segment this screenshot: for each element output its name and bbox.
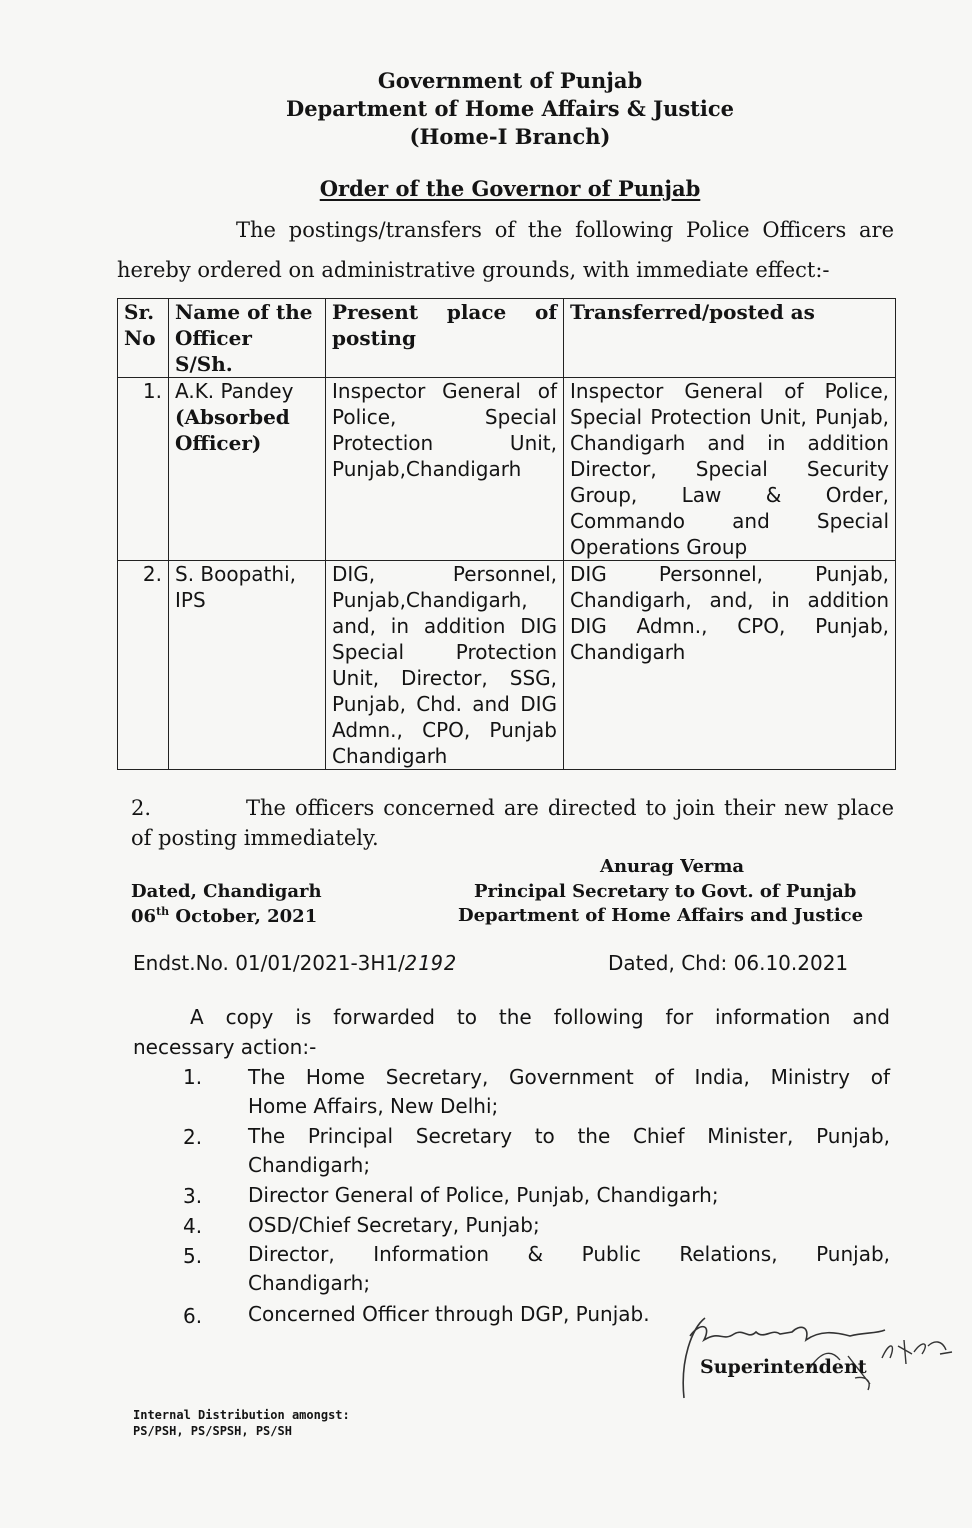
dated-suffix: th — [156, 905, 170, 918]
copy-intro-line-1: A copy is forwarded to the following for information and — [190, 1005, 890, 1029]
list-item — [248, 1063, 890, 1121]
header-department: Department of Home Affairs & Justice — [285, 96, 734, 121]
copy-item-1-number: 1. — [183, 1065, 203, 1089]
copy-intro-line-2: necessary action:- — [133, 1035, 317, 1059]
copy-item-4-number: 4. — [183, 1214, 203, 1238]
intro-line-1: The postings/transfers of the following Police Officers are — [236, 218, 894, 242]
copy-item-6-text: Concerned Officer through DGP, Punjab. — [248, 1302, 650, 1326]
internal-distribution-list: PS/PSH, PS/SPSH, PS/SH — [133, 1424, 292, 1438]
endorsement-handwritten-number: 2192 — [404, 951, 458, 975]
copy-item-2-line-1: The Principal Secretary to the Chief Minister, Punjab, — [248, 1124, 890, 1148]
header-government: Government of Punjab — [377, 68, 643, 93]
para-2-number: 2. — [131, 796, 152, 820]
header-present-posting: Present place of posting — [326, 299, 564, 378]
order-title-wrap — [0, 176, 972, 201]
row-1-present: Inspector General of Police, Special Protection Unit, Punjab,Chandigarh — [326, 378, 564, 561]
row-1-sr: 1. — [118, 378, 169, 561]
header-name-line1: Name of the — [175, 300, 313, 324]
copy-item-1-line-2: Home Affairs, New Delhi; — [248, 1094, 499, 1118]
dated-place: Dated, Chandigarh — [131, 881, 322, 902]
signatory-name: Anurag Verma — [600, 856, 745, 877]
copy-item-5-line-1: Director, Information & Public Relations, Punjab, — [248, 1242, 890, 1266]
row-1-officer-name: A.K. Pandey — [175, 379, 294, 403]
signatory-designation: Principal Secretary to Govt. of Punjab — [474, 881, 857, 902]
copy-item-2-number: 2. — [183, 1125, 203, 1149]
row-1-transferred: Inspector General of Police, Special Protection Unit, Punjab, Chandigarh and in addition Director, Special Security Group, Law & Order, Commando and Special Operations Group — [564, 378, 896, 561]
dated-date — [131, 905, 317, 927]
row-2-sr: 2. — [118, 561, 169, 770]
superintendent-title: Superintendent — [700, 1356, 867, 1378]
table-row — [118, 378, 896, 561]
endorsement-number-text: Endst.No. 01/01/2021-3H1/ — [133, 951, 405, 975]
para-2-line-2: of posting immediately. — [131, 826, 379, 850]
transfer-table — [117, 298, 896, 770]
signature-stroke — [882, 1340, 952, 1364]
list-item — [248, 1240, 890, 1298]
header-transferred-as: Transferred/posted as — [564, 299, 896, 378]
row-2-officer — [169, 561, 326, 770]
header-name-line2: Officer — [175, 326, 252, 350]
list-item — [248, 1122, 890, 1180]
table-header-row — [118, 299, 896, 378]
copy-item-3-text: Director General of Police, Punjab, Chandigarh; — [248, 1183, 719, 1207]
header-sr-line1: Sr. — [124, 300, 155, 324]
internal-distribution-heading: Internal Distribution amongst: — [133, 1408, 350, 1422]
copy-item-1-line-1: The Home Secretary, Government of India, Ministry of — [248, 1065, 890, 1089]
endorsement-number — [133, 951, 457, 975]
copy-item-6-number: 6. — [183, 1304, 203, 1328]
row-1-officer-note: (Absorbed Officer) — [175, 405, 290, 455]
copy-item-5-line-2: Chandigarh; — [248, 1271, 371, 1295]
order-title: Order of the Governor of Punjab — [319, 176, 701, 201]
copy-item-3-number: 3. — [183, 1184, 203, 1208]
intro-line-2: hereby ordered on administrative grounds, with immediate effect:- — [117, 258, 830, 282]
row-2-officer-name: S. Boopathi, — [175, 562, 296, 586]
row-1-officer — [169, 378, 326, 561]
signature-stroke — [690, 1327, 885, 1340]
copy-item-4-text: OSD/Chief Secretary, Punjab; — [248, 1213, 540, 1237]
row-2-present: DIG, Personnel, Punjab,Chandigarh, and, in addition DIG Special Protection Unit, Director, SSG, Punjab, Chd. and DIG Admn., CPO, Punjab Chandigarh — [326, 561, 564, 770]
row-2-officer-note: IPS — [175, 588, 206, 612]
row-2-transferred: DIG Personnel, Punjab, Chandigarh, and, in addition DIG Admn., CPO, Punjab, Chandigarh — [564, 561, 896, 770]
signatory-department: Department of Home Affairs and Justice — [458, 905, 864, 926]
dated-day: 06 — [131, 906, 157, 927]
dated-month-year: October, 2021 — [169, 906, 318, 927]
table-row — [118, 561, 896, 770]
header-branch: (Home-I Branch) — [409, 124, 611, 149]
header-sr-no — [118, 299, 169, 378]
endorsement-dated: Dated, Chd: 06.10.2021 — [608, 951, 849, 975]
copy-item-2-line-2: Chandigarh; — [248, 1153, 371, 1177]
para-2-line-1: The officers concerned are directed to join their new place — [246, 796, 894, 820]
header-sr-line2: No — [124, 326, 156, 350]
header-officer-name — [169, 299, 326, 378]
copy-item-5-number: 5. — [183, 1244, 203, 1268]
header-name-line3: S/Sh. — [175, 352, 233, 376]
